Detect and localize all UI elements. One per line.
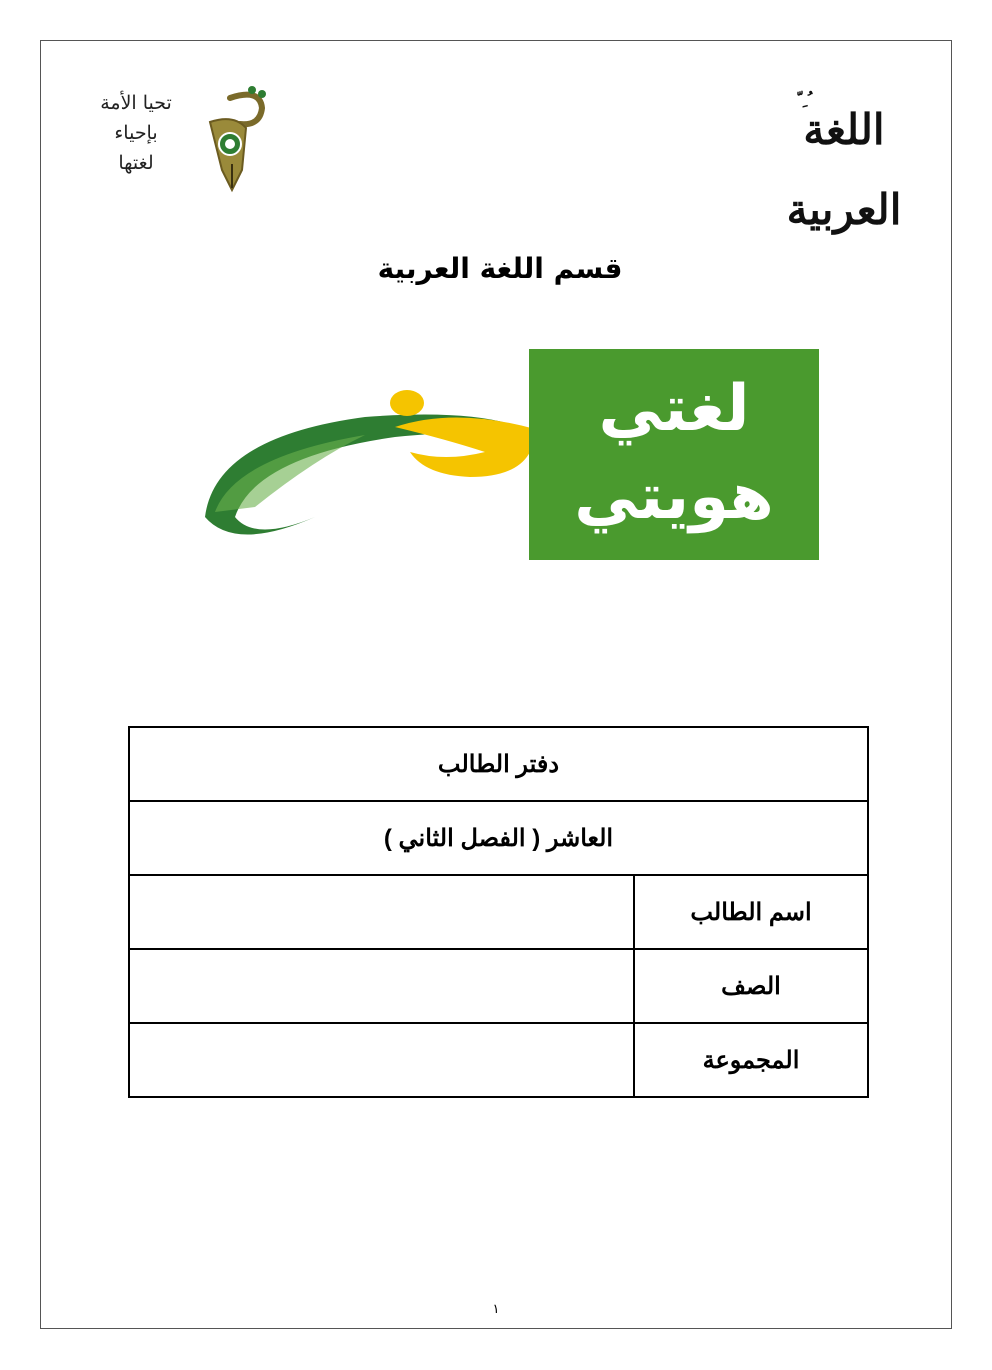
motto-line: بإحياء: [114, 122, 158, 144]
student-name-field[interactable]: [129, 875, 634, 949]
banner-green-box: [529, 349, 819, 560]
motto-line: تحيا الأمة: [100, 92, 172, 114]
arabic-language-calligraphy: [776, 90, 912, 234]
table-row: [129, 801, 868, 875]
motto: [86, 88, 186, 178]
banner-line-my-language: لغتي: [598, 372, 750, 446]
banner-line-my-identity: هويتي: [574, 460, 774, 534]
page-number: ١: [492, 1302, 500, 1317]
student-info-table: [128, 726, 869, 1098]
dad-swoosh-logo: [195, 367, 535, 557]
calligraphy-diacritics: ُ ِ ّ: [796, 90, 807, 109]
class-label: الصف: [634, 949, 868, 1023]
table-row: [129, 727, 868, 801]
department-title: قسم اللغة العربية: [377, 252, 623, 285]
grade-line: العاشر ( الفصل الثاني ): [129, 801, 868, 875]
dad-pen-logo: [200, 78, 270, 196]
student-name-label: اسم الطالب: [634, 875, 868, 949]
class-field[interactable]: [129, 949, 634, 1023]
table-row: [129, 1023, 868, 1097]
my-language-my-identity-banner: [195, 349, 819, 560]
table-row: [129, 875, 868, 949]
calligraphy-text: اللغة العربية: [786, 105, 902, 234]
notebook-title: دفتر الطالب: [129, 727, 868, 801]
group-label: المجموعة: [634, 1023, 868, 1097]
group-field[interactable]: [129, 1023, 634, 1097]
motto-line: لغتها: [118, 152, 154, 174]
table-row: [129, 949, 868, 1023]
